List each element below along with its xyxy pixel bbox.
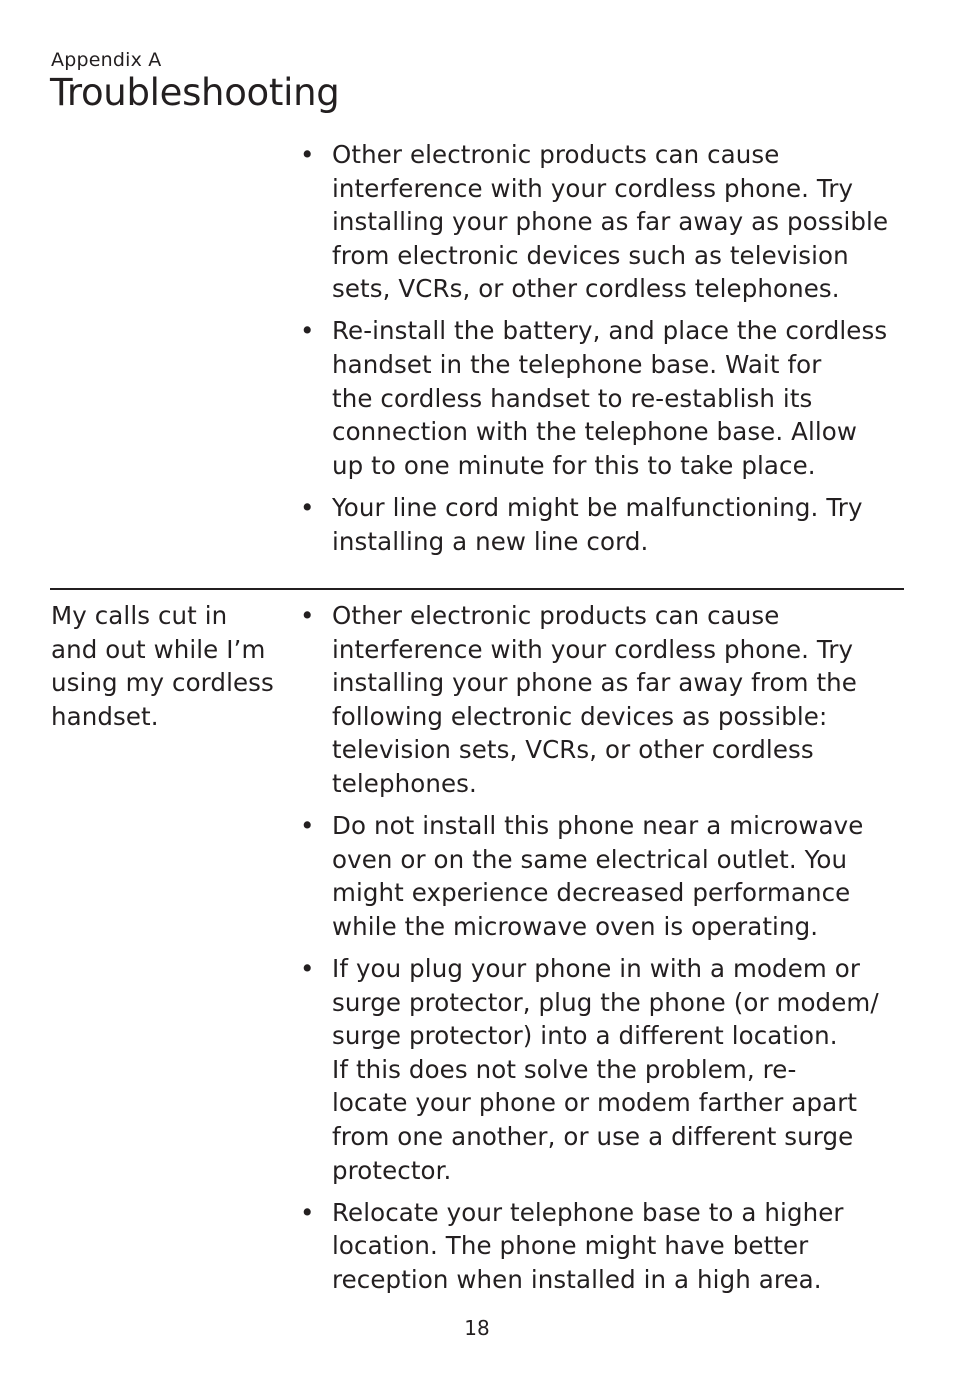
page-title: Troubleshooting	[50, 71, 340, 114]
bullet-icon: •	[300, 811, 315, 841]
list-item-text: Relocate your telephone base to a higher location. The phone might have better reception when installed in a high area.	[332, 1197, 844, 1294]
list-item-text: If you plug your phone in with a modem or surge protector, plug the phone (or modem/ surge protector) into a different location. If this does not solve the problem, re- locate your phone or modem farther apart from one another, or use a different surge protector.	[332, 953, 879, 1185]
bullet-icon: •	[300, 492, 315, 522]
bullet-icon: •	[300, 140, 315, 169]
list-item	[300, 809, 910, 943]
list-item	[300, 952, 910, 1187]
list-item-text: Other electronic products can cause interference with your cordless phone. Try installing your phone as far away from the following electronic devices as possible: television sets, VCRs, or other cordless telephones.	[332, 601, 857, 798]
bullet-icon: •	[300, 953, 315, 983]
list-item-text: Your line cord might be malfunctioning. Try installing a new line cord.	[332, 492, 863, 556]
list-item	[300, 599, 910, 801]
solution-list-1	[300, 138, 910, 567]
appendix-label: Appendix A	[51, 49, 162, 71]
list-item-text: Do not install this phone near a microwave oven or on the same electrical outlet. You might experience decreased performance while the microwave oven is operating.	[332, 811, 864, 941]
list-item-text: Other electronic products can cause interference with your cordless phone. Try installing your phone as far away as possible from electronic devices such as television sets, VCRs, or other cordless telephones.	[332, 140, 889, 304]
solution-list-2	[300, 599, 910, 1305]
page-number: 18	[464, 1316, 490, 1340]
list-item	[300, 314, 910, 482]
list-item	[300, 138, 910, 306]
bullet-icon: •	[300, 316, 315, 346]
section-divider	[50, 588, 904, 590]
list-item	[300, 491, 910, 558]
bullet-icon: •	[300, 601, 315, 630]
problem-description: My calls cut in and out while I’m using my cordless handset.	[51, 601, 274, 731]
list-item-text: Re-install the battery, and place the cordless handset in the telephone base. Wait for the cordless handset to re-establish its connection with the telephone base. Allow up to one minute for this to take place.	[332, 316, 888, 480]
bullet-icon: •	[300, 1197, 315, 1227]
list-item	[300, 1196, 910, 1297]
